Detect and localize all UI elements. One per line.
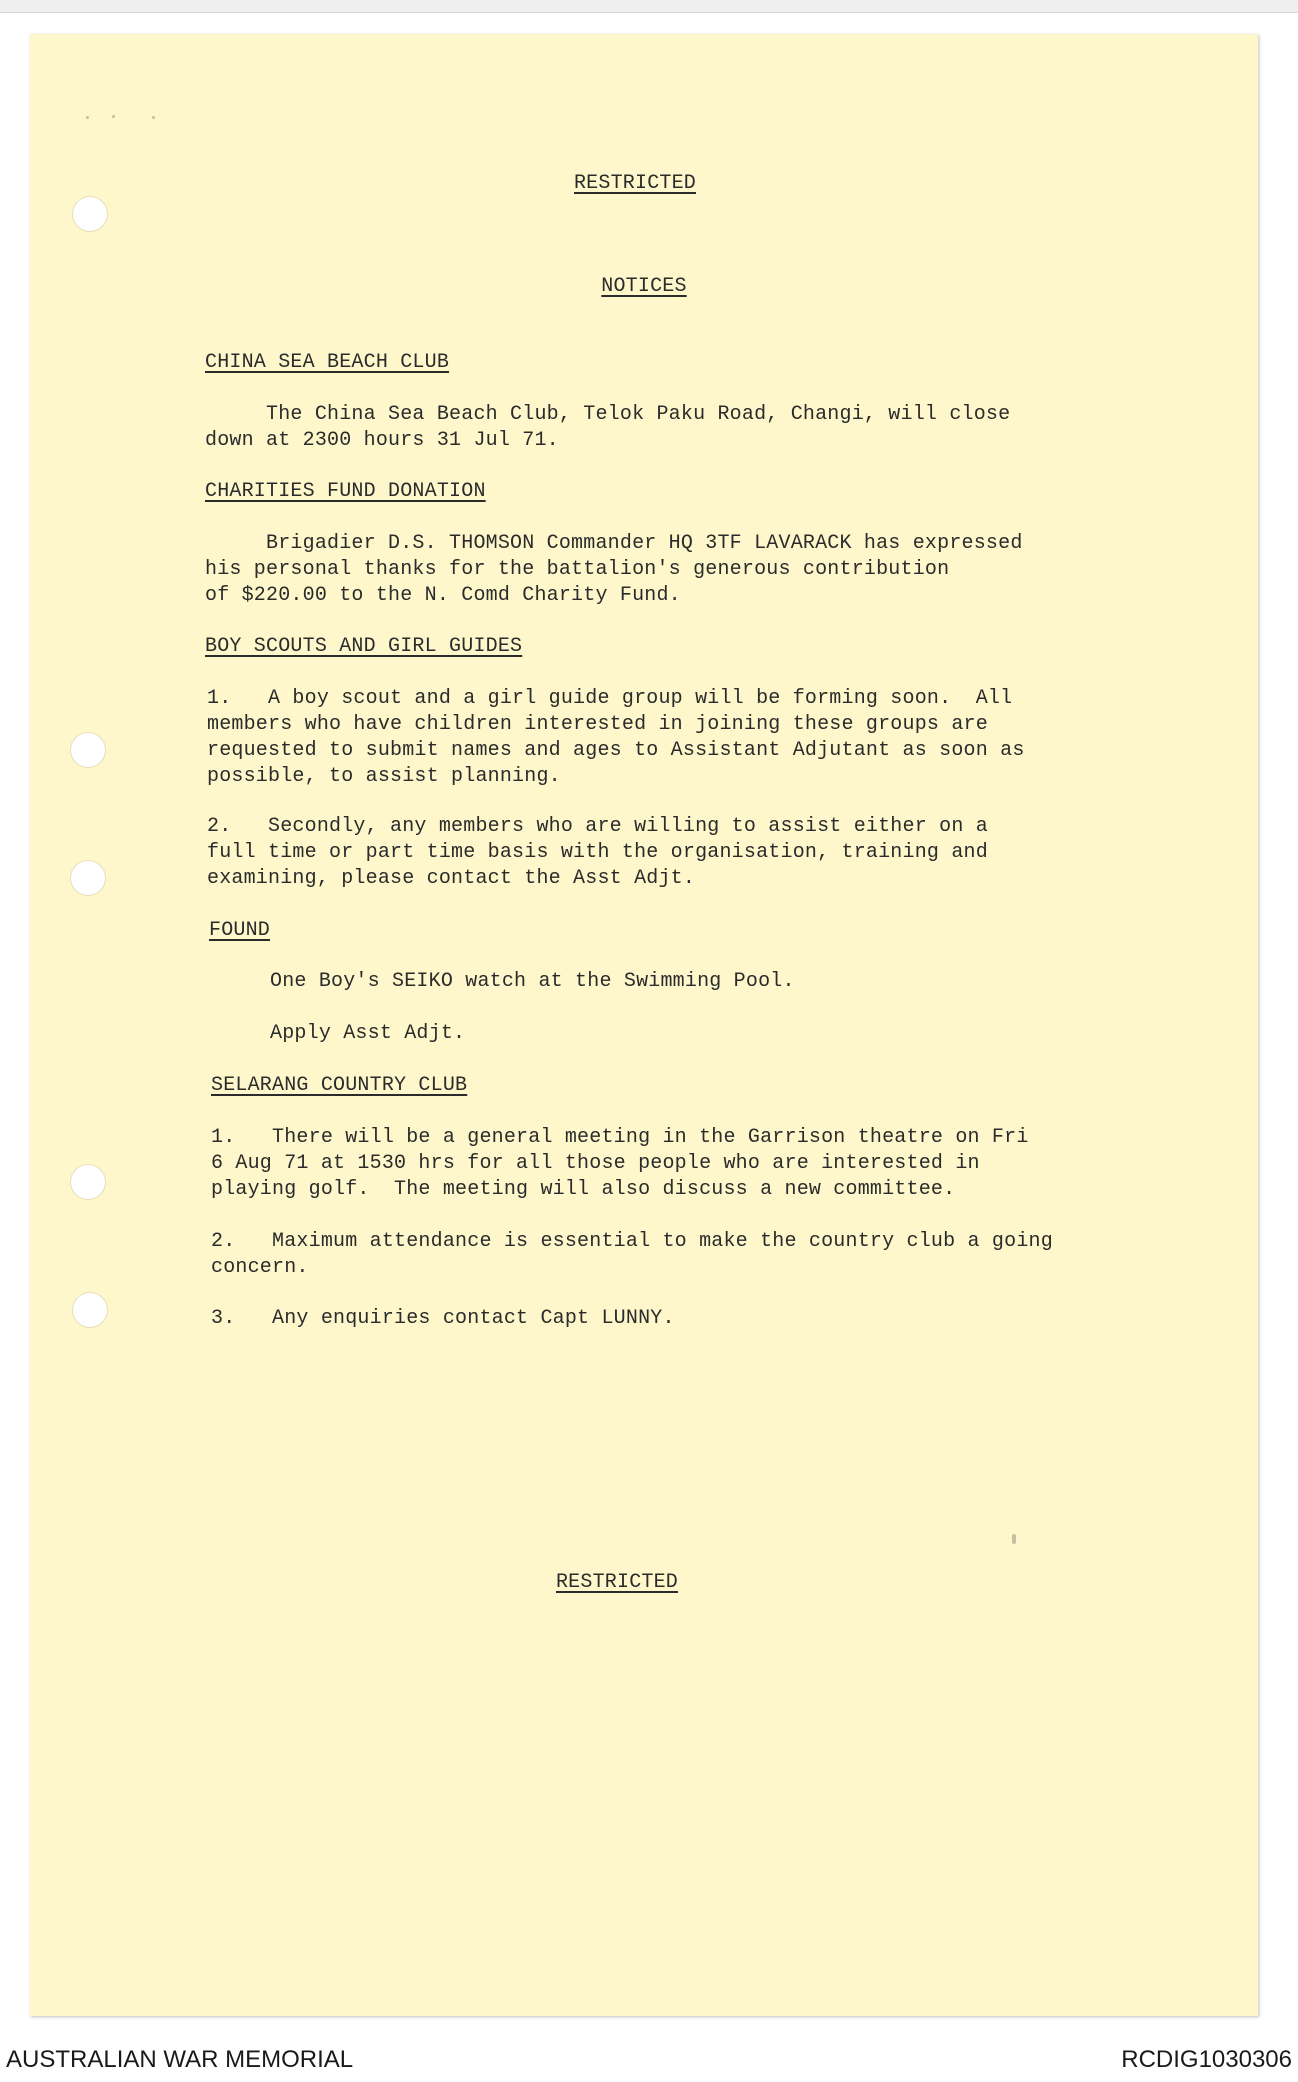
notices-title: NOTICES	[601, 275, 687, 298]
section-text-line: members who have children interested in joining these groups are	[207, 713, 988, 736]
section-heading-selarang-country-club: SELARANG COUNTRY CLUB	[211, 1074, 468, 1097]
section-text-line: examining, please contact the Asst Adjt.	[207, 867, 696, 890]
top-restricted-marking: RESTRICTED	[573, 172, 697, 195]
punch-hole	[70, 732, 106, 768]
archive-source-label: AUSTRALIAN WAR MEMORIAL	[6, 2046, 354, 2073]
section-text-line: Apply Asst Adjt.	[209, 1022, 466, 1045]
section-text-line: possible, to assist planning.	[207, 765, 561, 788]
punch-hole	[72, 196, 108, 232]
punch-hole	[72, 1292, 108, 1328]
section-text-line: requested to submit names and ages to Assistant Adjutant as soon as	[207, 739, 1025, 762]
section-text-line: 3. Any enquiries contact Capt LUNNY.	[211, 1307, 675, 1330]
section-text-line: down at 2300 hours 31 Jul 71.	[205, 429, 559, 452]
section-text-line: 2. Maximum attendance is essential to make the country club a going	[211, 1230, 1053, 1253]
section-text-line: of $220.00 to the N. Comd Charity Fund.	[205, 584, 681, 607]
section-text-line: full time or part time basis with the organisation, training and	[207, 841, 988, 864]
section-heading-charities-fund-donation: CHARITIES FUND DONATION	[205, 480, 486, 503]
section-text-line: The China Sea Beach Club, Telok Paku Road, Changi, will close	[205, 403, 1011, 426]
section-text-line: concern.	[211, 1256, 309, 1279]
section-heading-boy-scouts-girl-guides: BOY SCOUTS AND GIRL GUIDES	[205, 635, 523, 658]
section-text-line: 1. A boy scout and a girl guide group will be forming soon. All	[207, 687, 1013, 710]
section-text-line: his personal thanks for the battalion's generous contribution	[205, 558, 950, 581]
section-text-line: 6 Aug 71 at 1530 hrs for all those people who are interested in	[211, 1152, 980, 1175]
top-strip	[0, 0, 1298, 13]
bottom-restricted-marking: RESTRICTED	[555, 1571, 679, 1594]
section-text-line: Brigadier D.S. THOMSON Commander HQ 3TF LAVARACK has expressed	[205, 532, 1023, 555]
catalog-id-label: RCDIG1030306	[1121, 2046, 1292, 2073]
paper-speck	[112, 115, 115, 118]
paper-speck	[152, 116, 155, 119]
section-text-line: playing golf. The meeting will also discuss a new committee.	[211, 1178, 956, 1201]
punch-hole	[70, 860, 106, 896]
paper-speck	[86, 116, 89, 119]
section-text-line: 1. There will be a general meeting in the Garrison theatre on Fri	[211, 1126, 1029, 1149]
punch-hole	[70, 1164, 106, 1200]
section-heading-china-sea-beach-club: CHINA SEA BEACH CLUB	[205, 351, 450, 374]
paper-speck	[1012, 1534, 1016, 1544]
section-heading-found: FOUND	[209, 919, 271, 942]
section-text-line: 2. Secondly, any members who are willing to assist either on a	[207, 815, 988, 838]
section-text-line: One Boy's SEIKO watch at the Swimming Pool.	[209, 970, 795, 993]
